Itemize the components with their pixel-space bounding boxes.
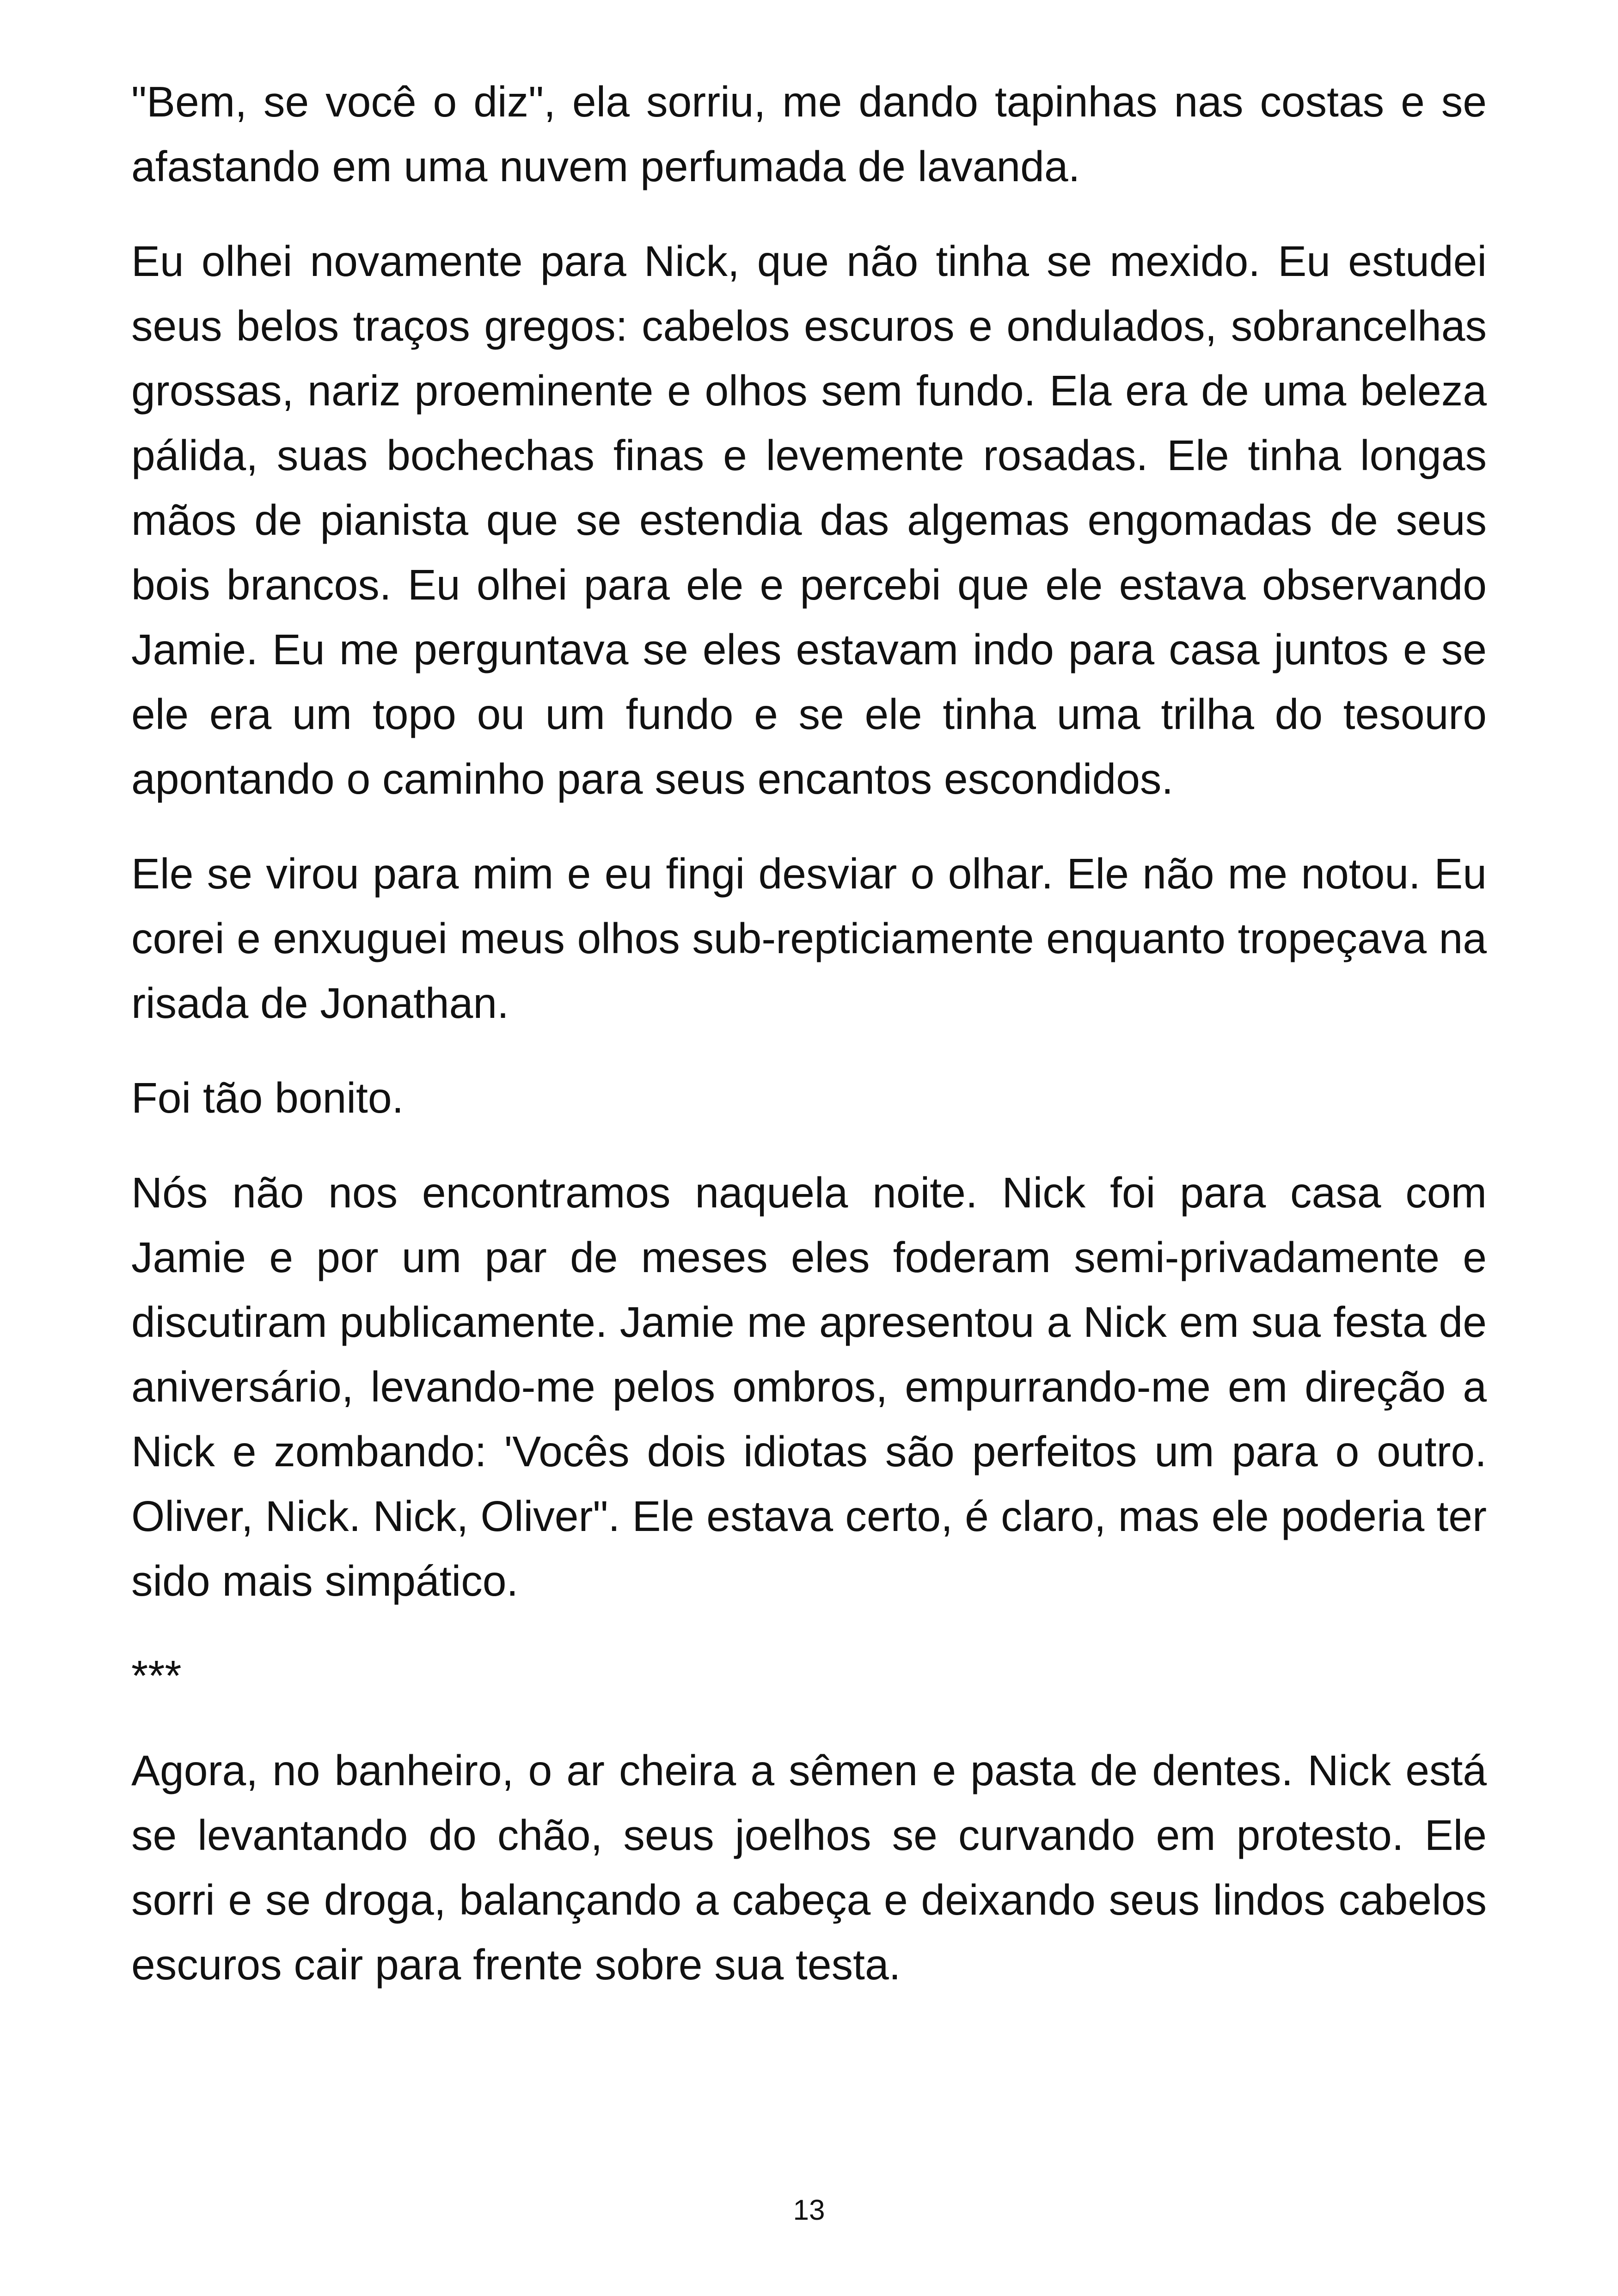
paragraph: Nós não nos encontramos naquela noite. Nick foi para casa com Jamie e por um par de meses eles foderam semi-privadamente e discutiram publicamente. Jamie me apresentou a Nick em sua festa de aniversário, levando-me pelos ombros, empurrando-me em direção a Nick e zombando: 'Vocês dois idiotas são perfeitos um para o outro. Oliver, Nick. Nick, Oliver". Ele estava certo, é claro, mas ele poderia ter sido mais simpático. [131, 1169, 1487, 1605]
page-number: 13 [793, 2194, 825, 2226]
paragraph: Ele se virou para mim e eu fingi desviar o olhar. Ele não me notou. Eu corei e enxuguei meus olhos sub-repticiamente enquanto tropeçava na risada de Jonathan. [131, 850, 1487, 1027]
paragraph: Eu olhei novamente para Nick, que não tinha se mexido. Eu estudei seus belos traços gregos: cabelos escuros e ondulados, sobrancelhas grossas, nariz proeminente e olhos sem fundo. Ela era de uma beleza pálida, suas bochechas finas e levemente rosadas. Ele tinha longas mãos de pianista que se estendia das algemas engomadas de seus bois brancos. Eu olhei para ele e percebi que ele estava observando Jamie. Eu me perguntava se eles estavam indo para casa juntos e se ele era um topo ou um fundo e se ele tinha uma trilha do tesouro apontando o caminho para seus encantos escondidos. [131, 237, 1487, 803]
paragraph: Agora, no banheiro, o ar cheira a sêmen e pasta de dentes. Nick está se levantando do chão, seus joelhos se curvando em protesto. Ele sorri e se droga, balançando a cabeça e deixando seus lindos cabelos escuros cair para frente sobre sua testa. [131, 1746, 1487, 1989]
paragraph: Foi tão bonito. [131, 1074, 404, 1122]
section-break: *** [131, 1652, 182, 1700]
body-text [131, 69, 1487, 2027]
paragraph: "Bem, se você o diz", ela sorriu, me dando tapinhas nas costas e se afastando em uma nuvem perfumada de lavanda. [131, 78, 1487, 190]
